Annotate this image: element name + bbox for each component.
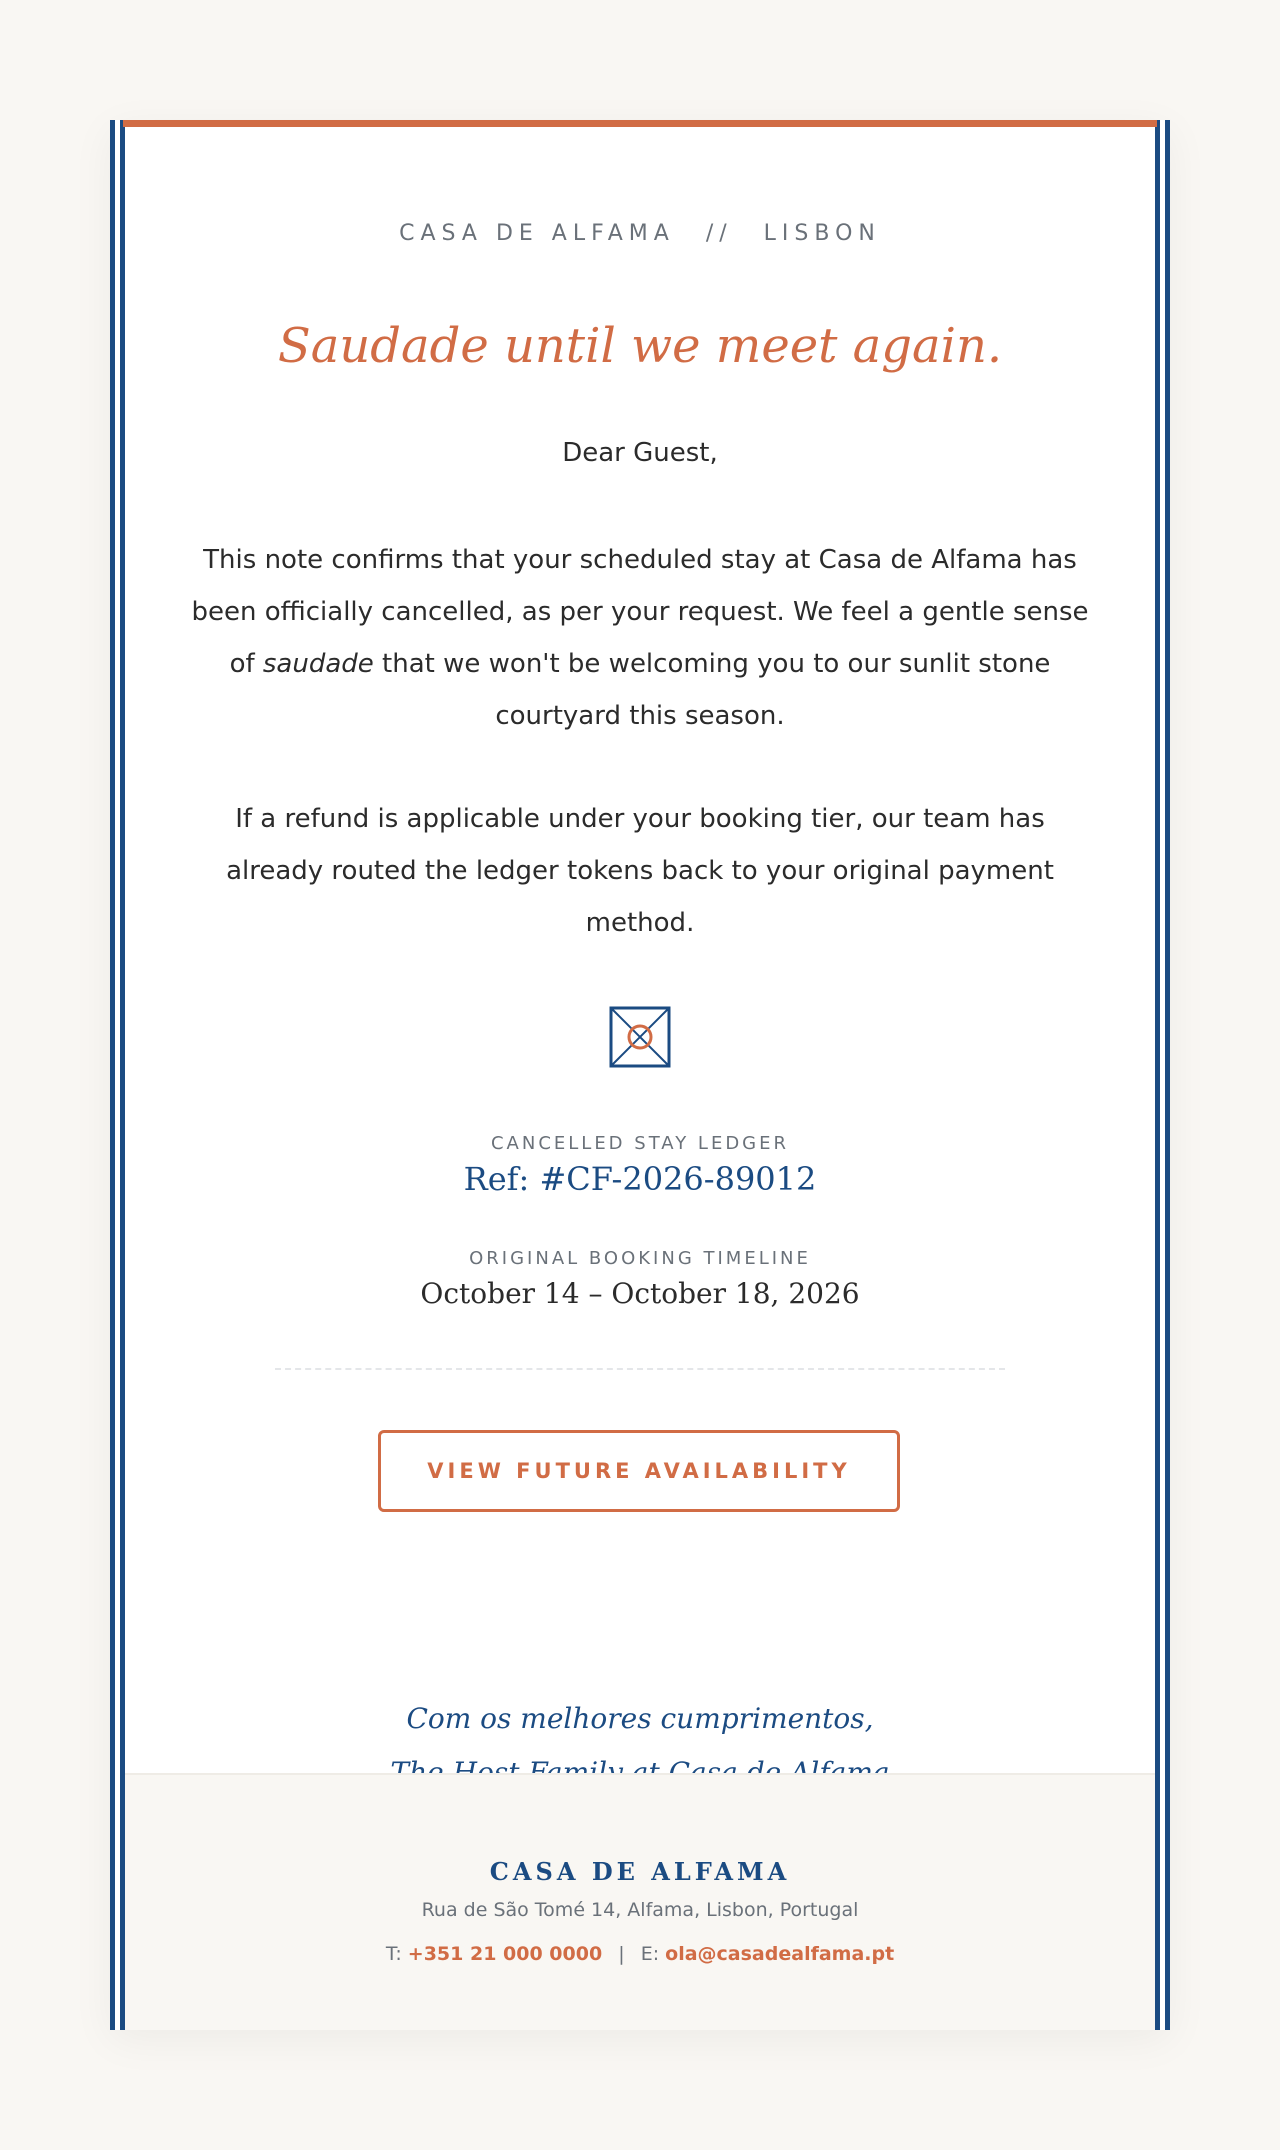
timeline-label: ORIGINAL BOOKING TIMELINE bbox=[469, 1248, 811, 1269]
headline: Saudade until we meet again. bbox=[277, 318, 1003, 374]
phone-prefix: T: bbox=[385, 1943, 402, 1965]
dashed-divider bbox=[275, 1368, 1005, 1370]
left-inner-rail bbox=[120, 120, 125, 2030]
p1-text-start: This note confirms that your scheduled stay at Casa de Alfama has been officially cancelled, as per your request. We feel a gentle sense of bbox=[191, 545, 1089, 679]
header-brand-line bbox=[125, 221, 1155, 246]
footer-brand: CASA DE ALFAMA bbox=[489, 1857, 791, 1886]
email-prefix: E: bbox=[640, 1943, 660, 1965]
footer bbox=[125, 1773, 1155, 2030]
booking-dates: October 14 – October 18, 2026 bbox=[420, 1277, 860, 1310]
left-outer-rail bbox=[110, 120, 115, 2030]
top-accent-bar bbox=[123, 120, 1157, 127]
p1-emphasis: saudade bbox=[262, 649, 374, 679]
azulejo-tile-icon bbox=[609, 1006, 671, 1068]
booking-reference: Ref: #CF-2026-89012 bbox=[463, 1160, 817, 1198]
footer-address: Rua de São Tomé 14, Alfama, Lisbon, Portugal bbox=[421, 1899, 859, 1921]
phone-link[interactable]: +351 21 000 0000 bbox=[407, 1943, 603, 1965]
ledger-label: CANCELLED STAY LEDGER bbox=[490, 1133, 790, 1154]
right-inner-rail bbox=[1155, 120, 1160, 2030]
header-brand: CASA DE ALFAMA bbox=[399, 221, 675, 246]
p1-text-end: that we won't be welcoming you to our sunlit stone courtyard this season. bbox=[373, 649, 1051, 731]
right-outer-rail bbox=[1165, 120, 1170, 2030]
footer-contact bbox=[125, 1943, 1155, 1965]
header-city: LISBON bbox=[763, 221, 881, 246]
signoff-line-1: Com os melhores cumprimentos, bbox=[406, 1702, 874, 1735]
email-link[interactable]: ola@casadealfama.pt bbox=[665, 1943, 895, 1965]
refund-paragraph: If a refund is applicable under your booking tier, our team has already routed the ledger tokens back to your original payment method. bbox=[226, 804, 1054, 938]
greeting: Dear Guest, bbox=[562, 438, 718, 468]
header-separator: // bbox=[705, 221, 733, 246]
view-future-availability-button[interactable]: VIEW FUTURE AVAILABILITY bbox=[378, 1430, 900, 1512]
contact-divider: | bbox=[618, 1943, 625, 1965]
email-card bbox=[110, 120, 1170, 2030]
cancellation-paragraph bbox=[185, 534, 1095, 742]
